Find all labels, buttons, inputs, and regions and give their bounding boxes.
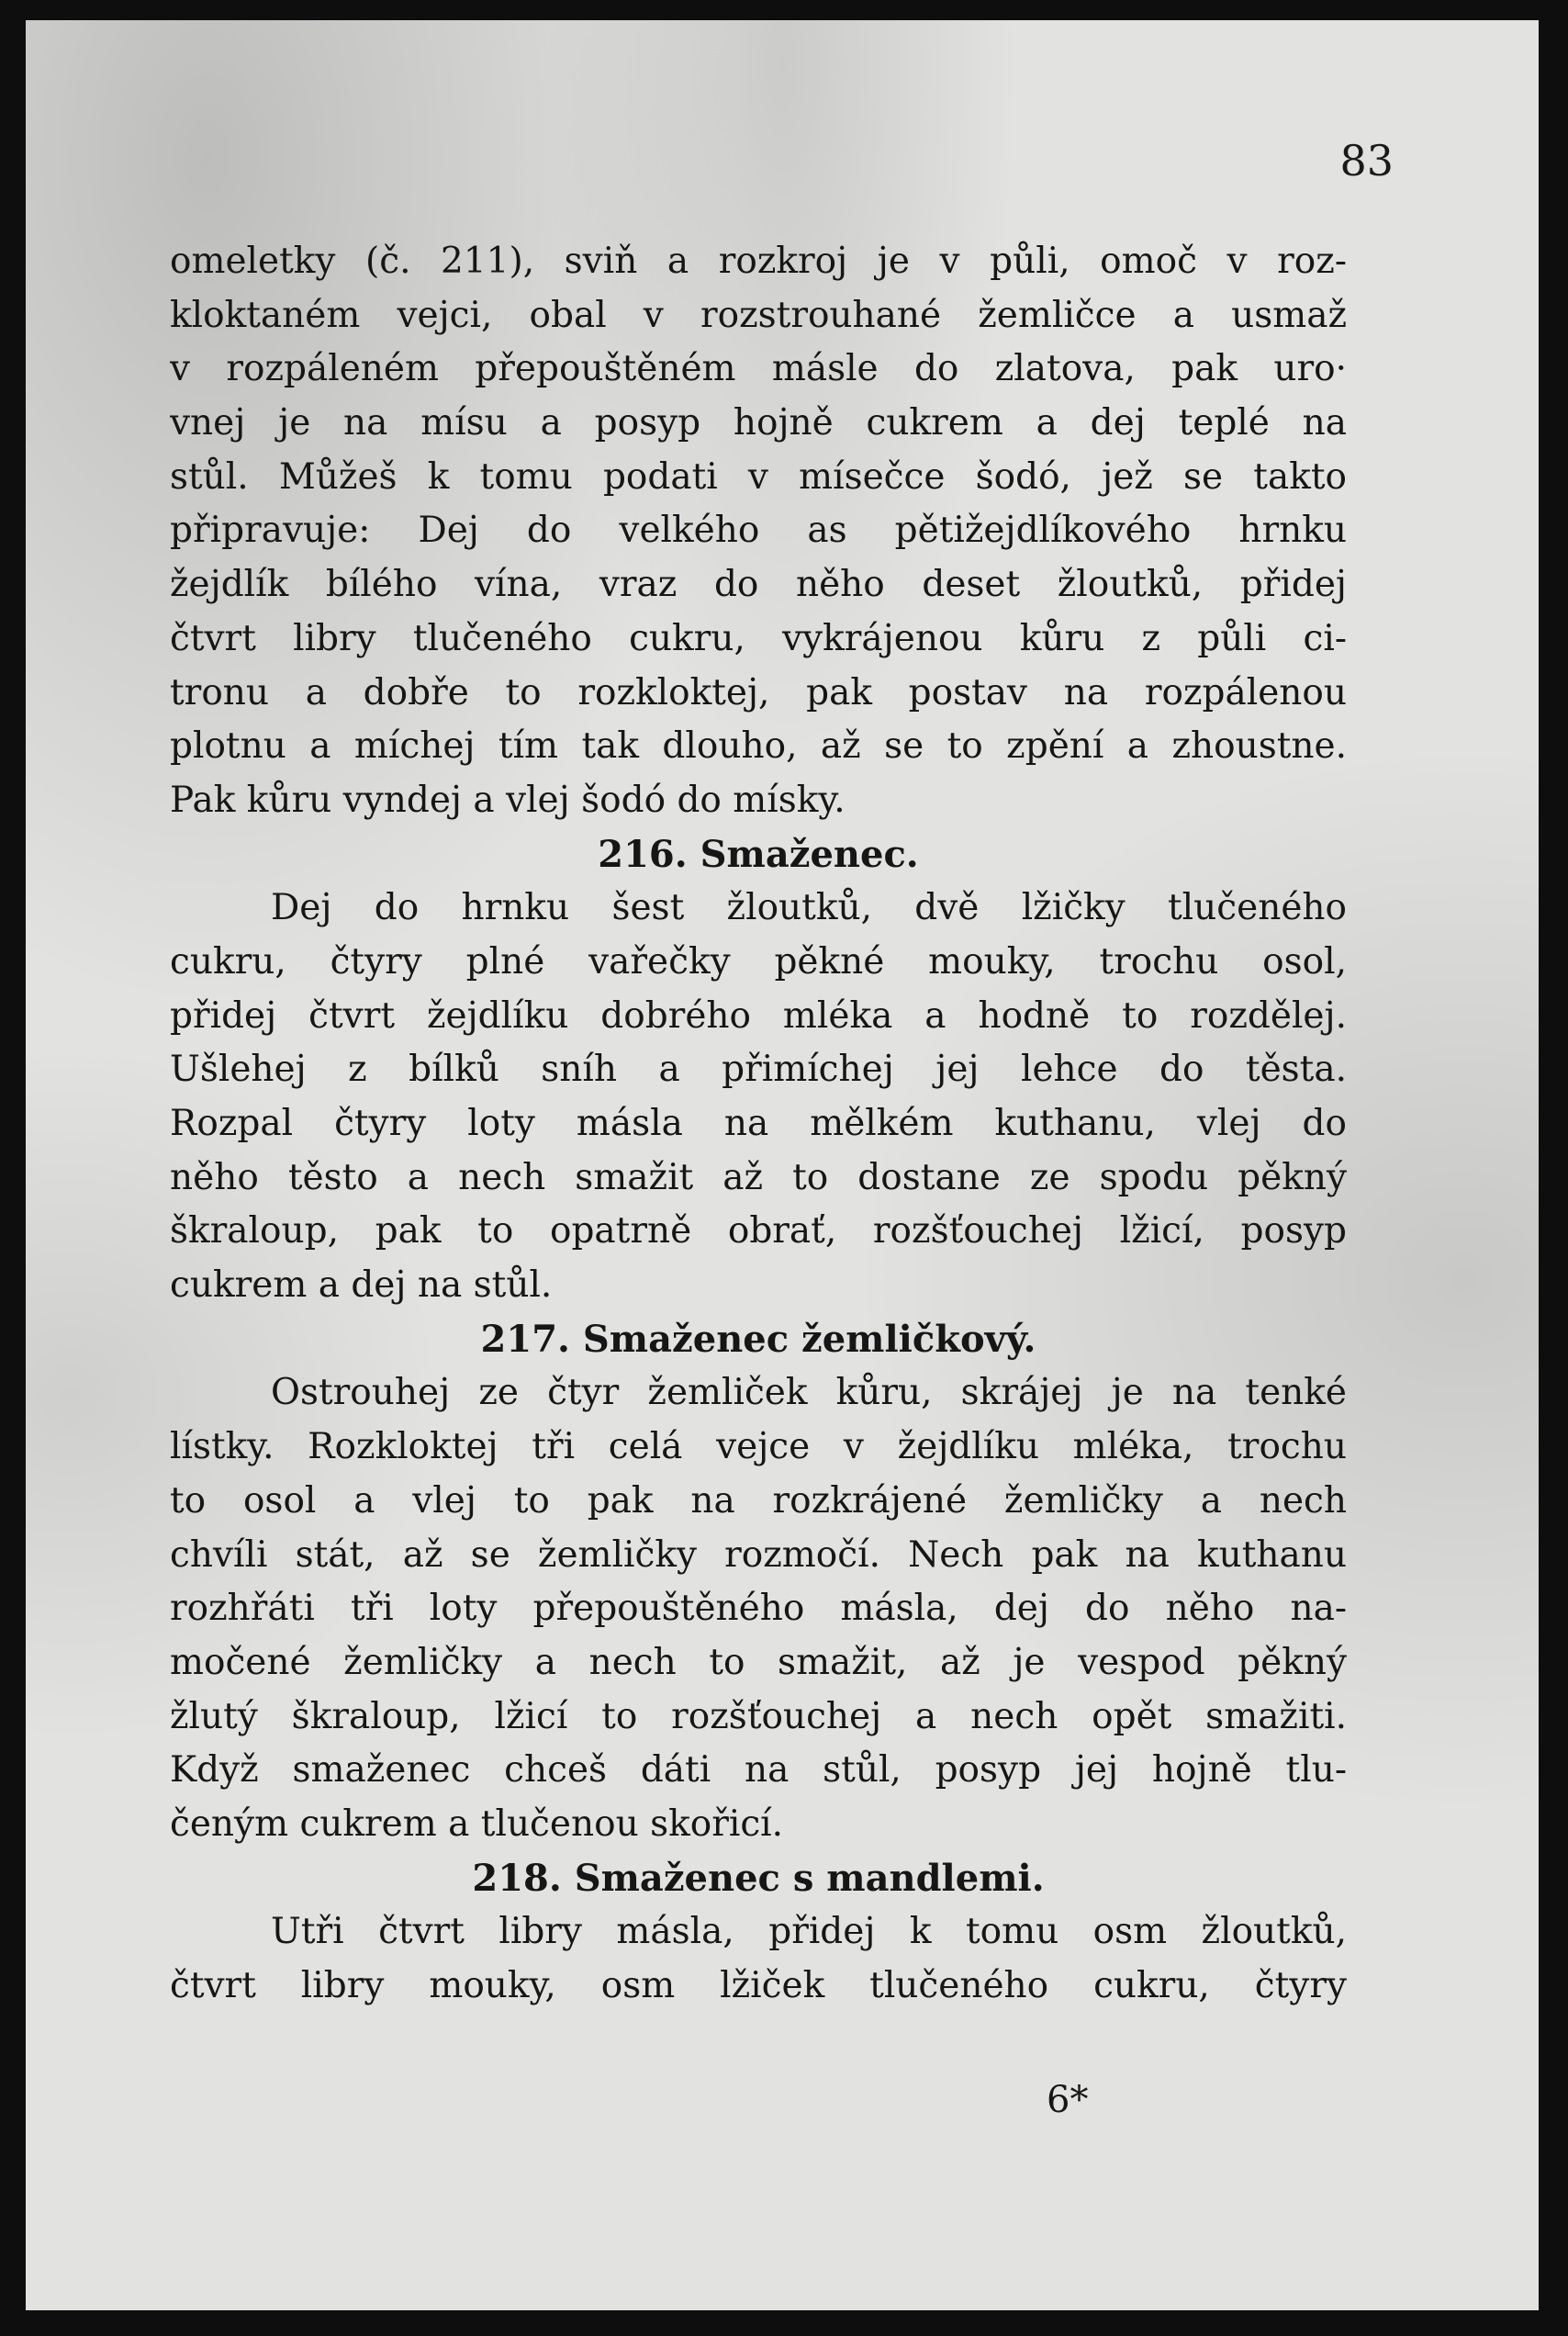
text-line: rozhřáti tři loty přepouštěného másla, dej do něho na- [170, 1588, 1347, 1630]
text-line: chvíli stát, až se žemličky rozmočí. Nech pak na kuthanu [170, 1533, 1347, 1576]
text-line: plotnu a míchej tím tak dlouho, až se to zpění a zhoustne. [170, 725, 1347, 768]
text-line: přidej čtvrt žejdlíku dobrého mléka a hodně to rozdělej. [170, 994, 1347, 1037]
text-line: Rozpal čtyry loty másla na mělkém kuthanu, vlej do [170, 1103, 1347, 1144]
recipe-heading-216: 216. Smaženec. [598, 832, 919, 876]
text-line: čtvrt libry mouky, osm lžiček tlučeného cukru, čtyry [170, 1965, 1347, 2006]
text-line: kloktaném vejci, obal v rozstrouhané žemličce a usmaž [170, 294, 1347, 336]
text-line: omeletky (č. 211), sviň a rozkroj je v půli, omoč v roz- [170, 241, 1347, 282]
text-line: čeným cukrem a tlučenou skořicí. [170, 1803, 784, 1845]
recipe-heading-218: 218. Smaženec s mandlemi. [472, 1856, 1045, 1900]
text-line: vnej je na mísu a posyp hojně cukrem a dej teplé na [170, 402, 1347, 444]
text-line: lístky. Rozkloktej tři celá vejce v žejdlíku mléka, trochu [170, 1426, 1347, 1468]
text-line: stůl. Můžeš k tomu podati v mísečce šodó, jež se takto [170, 455, 1347, 498]
text-line: to osol a vlej to pak na rozkrájené žemličky a nech [170, 1479, 1347, 1522]
text-line: močené žemličky a nech to smažit, až je vespod pěkný [170, 1641, 1347, 1683]
text-line: cukru, čtyry plné vařečky pěkné mouky, trochu osol, [170, 940, 1347, 983]
text-line: něho těsto a nech smažit až to dostane ze spodu pěkný [170, 1156, 1347, 1198]
text-line: žejdlík bílého vína, vraz do něho deset žloutků, přidej [170, 564, 1347, 606]
text-line: Ušlehej z bílků sníh a přimíchej jej lehce do těsta. [170, 1049, 1347, 1091]
text-line: připravuje: Dej do velkého as pětižejdlíkového hrnku [170, 510, 1347, 552]
recipe-heading-217: 217. Smaženec žemličkový. [480, 1317, 1036, 1361]
text-line: v rozpáleném přepouštěném másle do zlatova, pak uro· [170, 348, 1347, 390]
text-line: Pak kůru vyndej a vlej šodó do mísky. [170, 779, 846, 821]
text-line: Utři čtvrt libry másla, přidej k tomu osm žloutků, [271, 1911, 1347, 1953]
text-line: škraloup, pak to opatrně obrať, rozšťouchej lžicí, posyp [170, 1210, 1347, 1252]
text-line: Dej do hrnku šest žloutků, dvě lžičky tlučeného [271, 887, 1347, 929]
text-line: cukrem a dej na stůl. [170, 1264, 553, 1307]
text-line: žlutý škraloup, lžicí to rozšťouchej a nech opět smažiti. [170, 1695, 1347, 1737]
signature-mark: 6* [1047, 2079, 1089, 2121]
page-number: 83 [1339, 136, 1394, 185]
text-line: Když smaženec chceš dáti na stůl, posyp jej hojně tlu- [170, 1749, 1347, 1791]
page-text [170, 235, 1347, 2014]
text-line: čtvrt libry tlučeného cukru, vykrájenou kůru z půli ci- [170, 617, 1347, 659]
text-line: Ostrouhej ze čtyr žemliček kůru, skrájej je na tenké [271, 1372, 1347, 1414]
text-line: tronu a dobře to rozkloktej, pak postav na rozpálenou [170, 671, 1347, 713]
